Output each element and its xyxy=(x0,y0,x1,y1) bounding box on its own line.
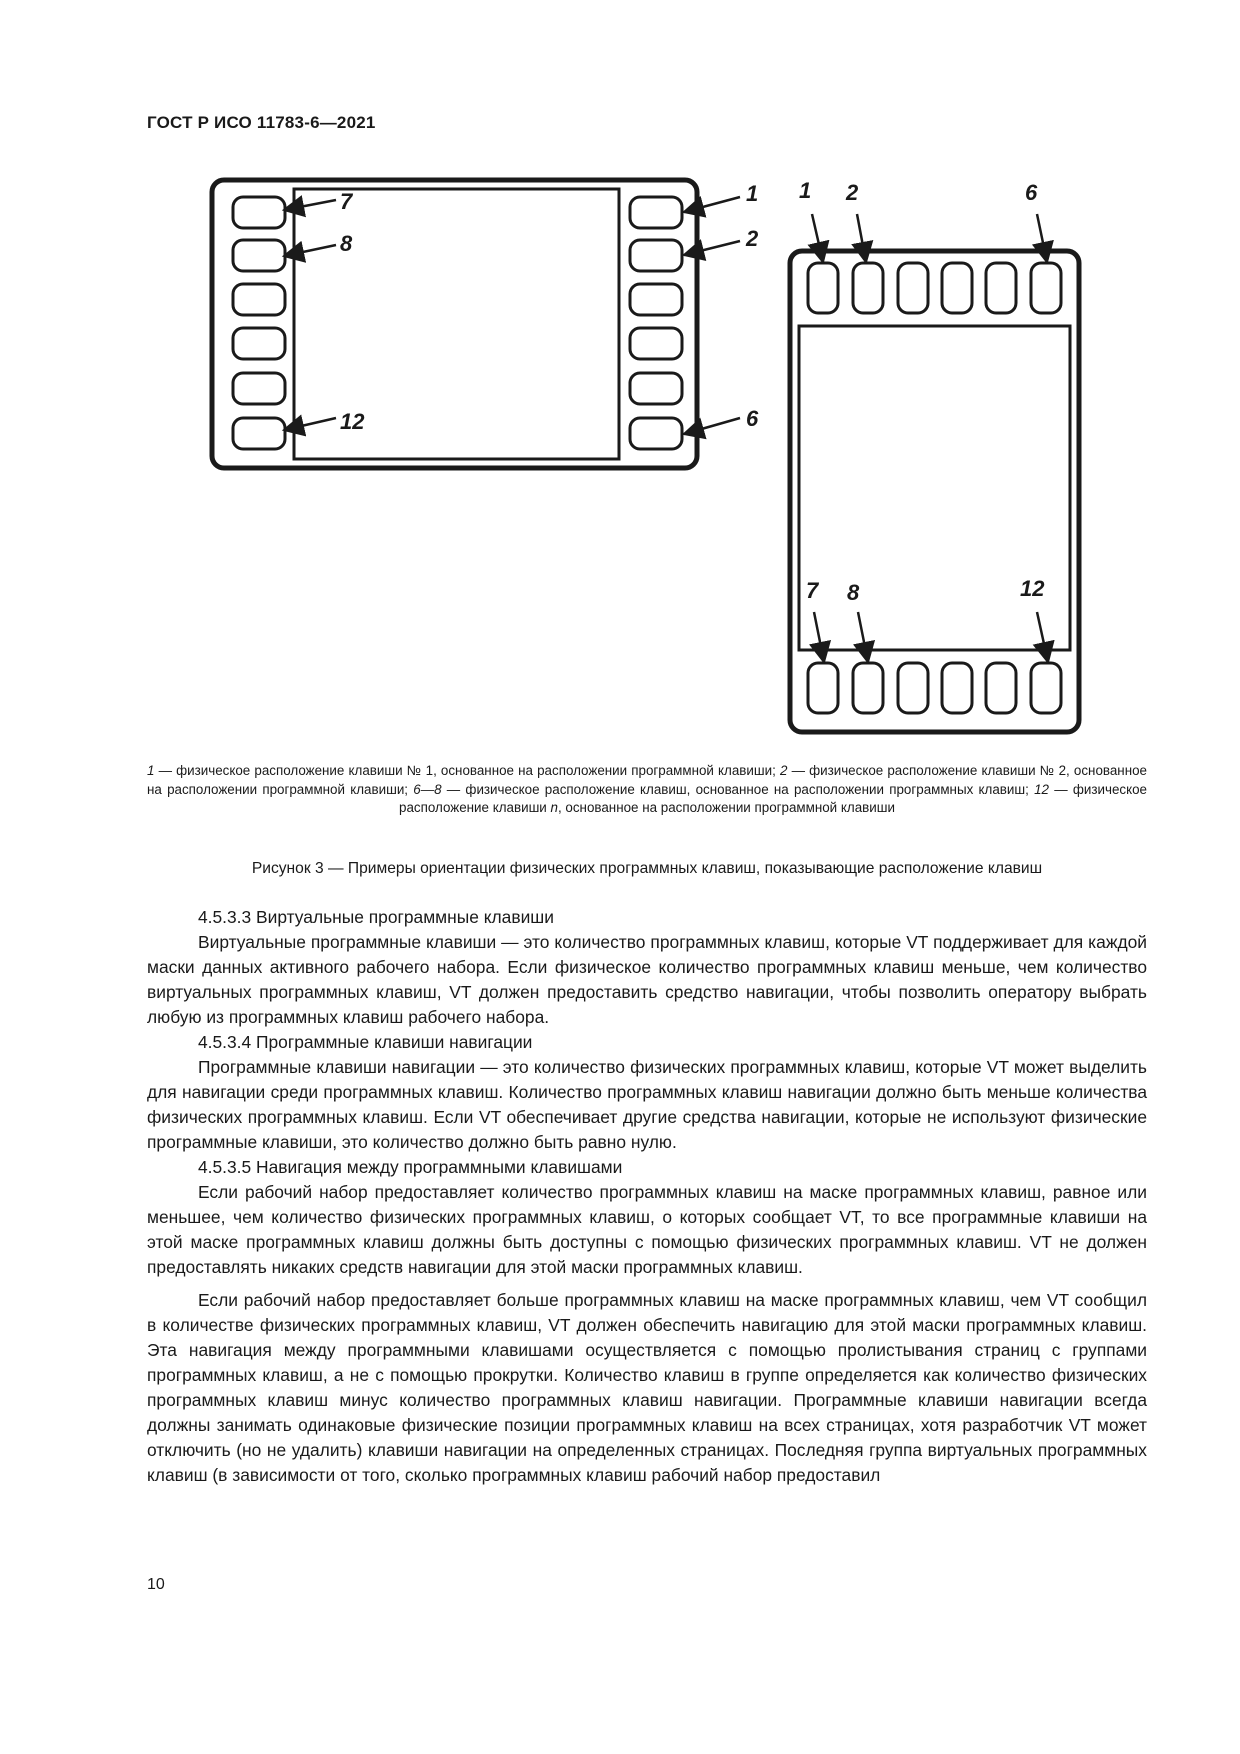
landscape-label-1: 1 xyxy=(746,181,759,206)
legend-num-3: 6—8 xyxy=(413,781,442,797)
landscape-key-12 xyxy=(233,418,285,449)
legend-text-5: , основанное на расположении программной клавиши xyxy=(557,800,895,815)
portrait-key-11 xyxy=(986,663,1016,713)
portrait-key-1 xyxy=(808,263,838,313)
section-4-5-3-5-title: 4.5.3.5 Навигация между программными клавишами xyxy=(198,1157,623,1177)
landscape-key-10 xyxy=(233,328,285,359)
landscape-key-11 xyxy=(233,373,285,404)
portrait-key-4 xyxy=(942,263,972,313)
portrait-key-2 xyxy=(853,263,883,313)
landscape-key-6 xyxy=(630,418,682,449)
figure-legend xyxy=(147,762,1147,818)
portrait-key-10 xyxy=(942,663,972,713)
landscape-key-9 xyxy=(233,284,285,315)
section-4-5-3-3-paragraph: Виртуальные программные клавиши — это количество программных клавиш, которые VT поддерживает для каждой маски данных активного рабочего набора. Если физическое количество программных клавиш меньше, чем количество виртуальных программных клавиш, VT должен предоставить средство навигации, чтобы позволить оператору выбрать любую из программных клавиш рабочего набора. xyxy=(147,932,1147,1027)
portrait-label-7: 7 xyxy=(806,578,819,603)
landscape-key-3 xyxy=(630,284,682,315)
landscape-label-8: 8 xyxy=(340,231,353,256)
landscape-key-8 xyxy=(233,240,285,271)
portrait-label-2: 2 xyxy=(846,180,859,205)
portrait-label-8: 8 xyxy=(847,580,860,605)
portrait-key-9 xyxy=(898,663,928,713)
portrait-key-8 xyxy=(853,663,883,713)
page-number: 10 xyxy=(147,1576,165,1593)
legend-text-3: — физическое расположение клавиш, основанное на расположении программных клавиш; xyxy=(441,781,1035,797)
document-header: ГОСТ Р ИСО 11783-6—2021 xyxy=(147,113,376,132)
portrait-label-1: 1 xyxy=(799,178,812,203)
section-4-5-3-4-title: 4.5.3.4 Программные клавиши навигации xyxy=(198,1032,533,1052)
landscape-label-2: 2 xyxy=(746,226,759,251)
figure-title: Рисунок 3 — Примеры ориентации физических программных клавиш, показывающие расположение клавиш xyxy=(251,860,1043,877)
legend-text-2: — физическое расположение клавиши № 2, основанное на расположении программной клавиши; xyxy=(147,763,1147,797)
portrait-key-12 xyxy=(1031,663,1061,713)
portrait-label-12: 12 xyxy=(1020,576,1045,601)
landscape-terminal xyxy=(212,180,759,468)
landscape-key-7 xyxy=(233,197,285,228)
figure-3-diagram xyxy=(0,0,1240,760)
legend-num-4: 12 xyxy=(1034,781,1049,797)
portrait-key-7 xyxy=(808,663,838,713)
legend-text-1: — физическое расположение клавиши № 1, основанное на расположении программной клавиши; xyxy=(154,763,780,778)
legend-num-2: 2 xyxy=(779,763,788,778)
portrait-label-6: 6 xyxy=(1025,180,1038,205)
landscape-label-6: 6 xyxy=(746,406,759,431)
legend-text-4: — физическое расположение клавиши xyxy=(399,781,1147,815)
legend-num-1: 1 xyxy=(147,763,155,778)
portrait-terminal xyxy=(790,178,1079,732)
section-4-5-3-4-paragraph: Программные клавиши навигации — это количество физических программных клавиш, которые VT может выделить для навигации среди программных клавиш. Количество программных клавиш навигации должно быть меньше количества физических программных клавиш. Если VT обеспечивает другие средства навигации, которые не используют физические программные клавиши, это количество должно быть равно нулю. xyxy=(147,1057,1147,1152)
section-4-5-3-5-paragraph-2: Если рабочий набор предоставляет больше программных клавиш на маске программных клавиш, чем VT сообщил в количестве физических программных клавиш, VT должен обеспечить навигацию для этой маски программных клавиш. Эта навигация между программными клавишами осуществляется с помощью пролистывания страниц с группами программных клавиш, а не с помощью прокрутки. Количество клавиш в группе определяется как количество физических программных клавиш минус количество программных клавиш навигации. Программные клавиши навигации всегда должны занимать одинаковые физические позиции программных клавиш на всех страницах, хотя разработчик VT может отключить (но не удалить) клавиши навигации на определенных страницах. Последняя группа виртуальных программных клавиш (в зависимости от того, сколько программных клавиш рабочий набор предоставил xyxy=(147,1290,1147,1485)
landscape-label-7: 7 xyxy=(340,189,353,214)
portrait-key-3 xyxy=(898,263,928,313)
legend-num-5: n xyxy=(550,800,558,815)
portrait-key-6 xyxy=(1031,263,1061,313)
landscape-key-5 xyxy=(630,373,682,404)
section-4-5-3-5-paragraph-1: Если рабочий набор предоставляет количество программных клавиш на маске программных клавиш, равное или меньшее, чем количество физических программных клавиш, о которых сообщает VT, то все программные клавиши на этой маске программных клавиш должны быть доступны с помощью физических программных клавиш. VT не должен предоставлять никаких средств навигации для этой маски программных клавиш. xyxy=(147,1182,1147,1277)
landscape-key-4 xyxy=(630,328,682,359)
portrait-key-5 xyxy=(986,263,1016,313)
landscape-label-12: 12 xyxy=(340,409,365,434)
section-4-5-3-3-title: 4.5.3.3 Виртуальные программные клавиши xyxy=(198,907,554,927)
body-text xyxy=(147,905,1147,1488)
landscape-key-2 xyxy=(630,240,682,271)
landscape-key-1 xyxy=(630,197,682,228)
